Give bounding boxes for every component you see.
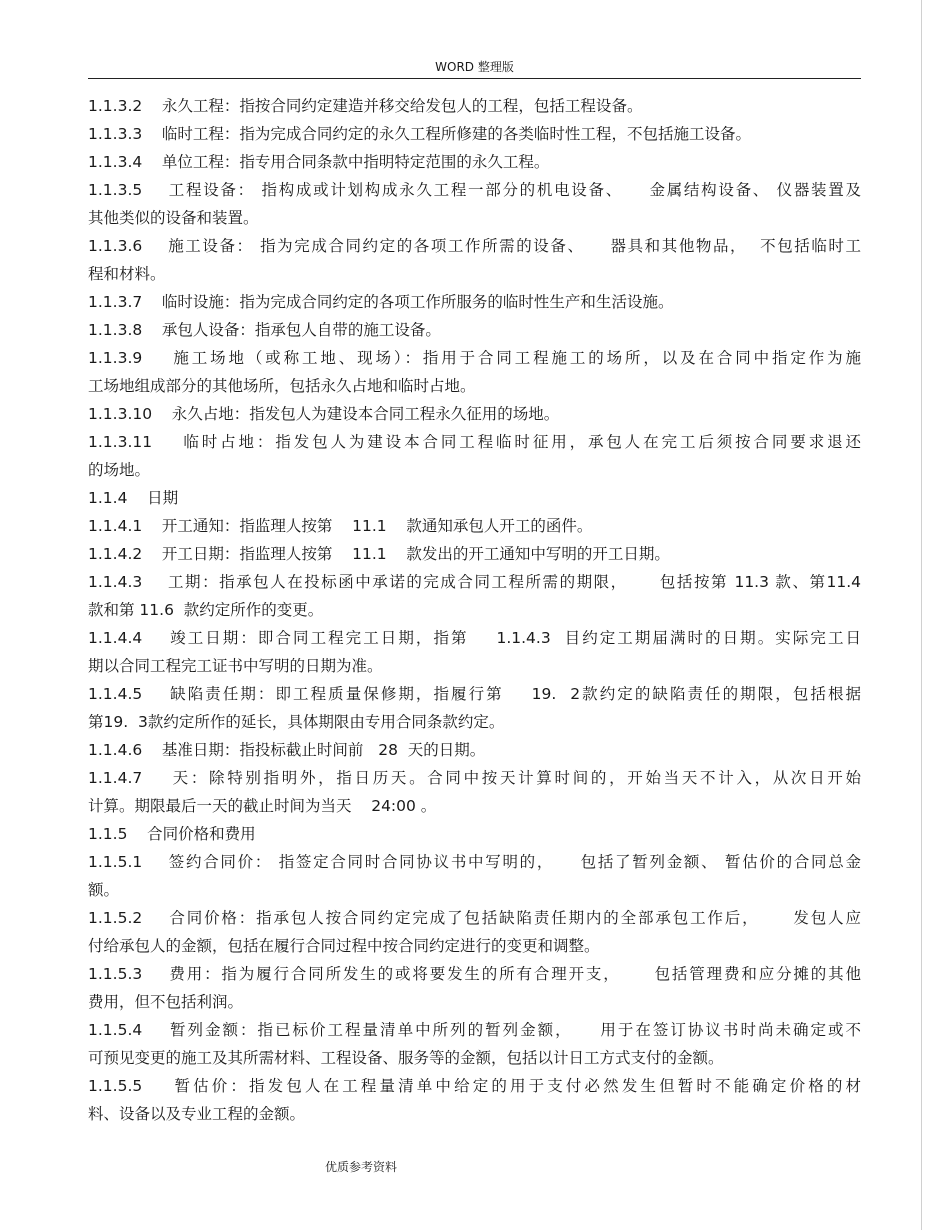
text-line: 1.1.3.4 单位工程：指专用合同条款中指明特定范围的永久工程。 [88,153,550,171]
text-line: 1.1.5.3 费用：指为履行合同所发生的或将要发生的所有合理开支， 包括管理费和应分摊的其他 [88,965,861,983]
text-line: 1.1.4.1 开工通知：指监理人按第 11.1 款通知承包人开工的函件。 [88,517,593,535]
header-text: WORD 整理版 [435,60,514,74]
text-line: 可预见变更的施工及其所需材料、工程设备、服务等的金额，包括以计日工方式支付的金额。 [88,1049,724,1067]
text-line: 费用，但不包括利润。 [88,993,244,1011]
page-footer [325,1158,397,1176]
text-line: 款和第 11.6 款约定所作的变更。 [88,601,324,619]
text-line: 1.1.3.9 施工场地（或称工地、现场）：指用于合同工程施工的场所，以及在合同中指定作为施 [88,349,861,367]
text-line: 1.1.4.5 缺陷责任期：即工程质量保修期，指履行第 19. 2款约定的缺陷责任的期限，包括根据 [88,685,861,703]
text-line: 1.1.5.4 暂列金额：指已标价工程量清单中所列的暂列金额， 用于在签订协议书时尚未确定或不 [88,1021,861,1039]
text-line: 1.1.3.3 临时工程：指为完成合同约定的永久工程所修建的各类临时性工程，不包括施工设备。 [88,125,751,143]
text-line: 其他类似的设备和装置。 [88,209,259,227]
text-line: 1.1.4.3 工期：指承包人在投标函中承诺的完成合同工程所需的期限， 包括按第 11.3 款、第11.4 [88,573,861,591]
page-edge-divider [921,0,922,1230]
text-line: 1.1.5.1 签约合同价： 指签定合同时合同协议书中写明的， 包括了暂列金额、 暂估价的合同总金 [88,853,861,871]
text-line: 的场地。 [88,461,151,479]
text-line: 第19. 3款约定所作的延长，具体期限由专用合同条款约定。 [88,713,505,731]
text-line: 1.1.3.11 临时占地：指发包人为建设本合同工程临时征用，承包人在完工后须按合同要求退还 [88,433,861,451]
text-line: 1.1.5.5 暂估价：指发包人在工程量清单中给定的用于支付必然发生但暂时不能确定价格的材 [88,1077,861,1095]
text-line: 付给承包人的金额，包括在履行合同过程中按合同约定进行的变更和调整。 [88,937,600,955]
text-line: 期以合同工程完工证书中写明的日期为准。 [88,657,383,675]
text-line: 1.1.3.8 承包人设备：指承包人自带的施工设备。 [88,321,441,339]
text-line: 1.1.5.2 合同价格：指承包人按合同约定完成了包括缺陷责任期内的全部承包工作后， 发包人应 [88,909,861,927]
text-line: 1.1.4.7 天：除特别指明外，指日历天。合同中按天计算时间的，开始当天不计入，从次日开始 [88,769,861,787]
text-line: 1.1.3.5 工程设备： 指构成或计划构成永久工程一部分的机电设备、 金属结构设备、 仪器装置及 [88,181,861,199]
footer-text: 优质参考资料 [325,1160,398,1174]
text-line: 1.1.3.10 永久占地：指发包人为建设本合同工程永久征用的场地。 [88,405,560,423]
text-line: 料、设备以及专业工程的金额。 [88,1105,306,1123]
page-header [88,58,861,79]
text-line: 1.1.4.6 基准日期：指投标截止时间前 28 天的日期。 [88,741,486,759]
text-line: 1.1.5 合同价格和费用 [88,825,256,843]
text-line: 计算。期限最后一天的截止时间为当天 24:00 。 [88,797,437,815]
text-line: 额。 [88,881,120,899]
text-line: 1.1.4.4 竣工日期：即合同工程完工日期，指第 1.1.4.3 目约定工期届满时的日期。实际完工日 [88,629,861,647]
text-line: 1.1.3.2 永久工程：指按合同约定建造并移交给发包人的工程，包括工程设备。 [88,97,643,115]
text-line: 1.1.4 日期 [88,489,179,507]
text-line: 1.1.4.2 开工日期：指监理人按第 11.1 款发出的开工通知中写明的开工日期。 [88,545,670,563]
text-line: 程和材料。 [88,265,166,283]
document-body [88,92,861,1128]
text-line: 工场地组成部分的其他场所，包括永久占地和临时占地。 [88,377,476,395]
text-line: 1.1.3.7 临时设施：指为完成合同约定的各项工作所服务的临时性生产和生活设施。 [88,293,674,311]
text-line: 1.1.3.6 施工设备： 指为完成合同约定的各项工作所需的设备、 器具和其他物品， 不包括临时工 [88,237,861,255]
